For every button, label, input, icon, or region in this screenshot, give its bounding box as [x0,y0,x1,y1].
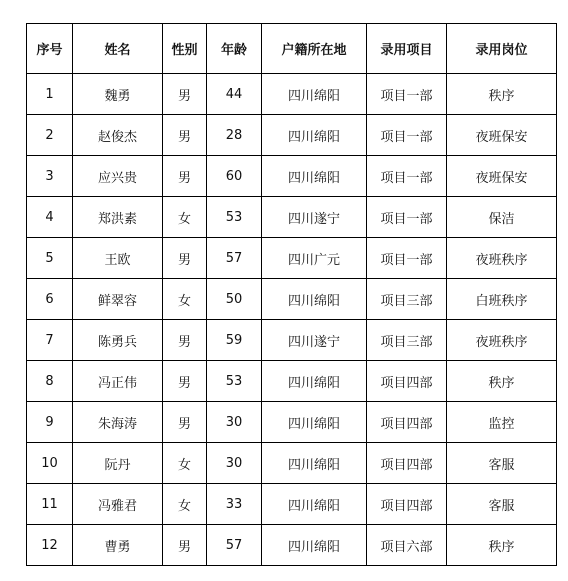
cell-project: 项目四部 [367,484,447,525]
cell-name: 冯正伟 [73,361,163,402]
cell-index: 12 [27,525,73,566]
cell-index: 8 [27,361,73,402]
cell-name: 冯雅君 [73,484,163,525]
cell-index: 4 [27,197,73,238]
cell-position: 秩序 [447,525,557,566]
cell-name: 陈勇兵 [73,320,163,361]
cell-project: 项目三部 [367,279,447,320]
cell-gender: 男 [163,115,207,156]
cell-hometown: 四川遂宁 [262,197,367,238]
table-row [27,74,557,115]
table-row [27,156,557,197]
cell-project: 项目一部 [367,74,447,115]
cell-index: 1 [27,74,73,115]
cell-age: 30 [207,402,262,443]
cell-hometown: 四川绵阳 [262,361,367,402]
cell-name: 赵俊杰 [73,115,163,156]
cell-position: 监控 [447,402,557,443]
table-header-row [27,24,557,74]
cell-position: 客服 [447,443,557,484]
cell-index: 9 [27,402,73,443]
cell-hometown: 四川绵阳 [262,402,367,443]
table-body [27,74,557,566]
cell-position: 保洁 [447,197,557,238]
cell-hometown: 四川广元 [262,238,367,279]
cell-age: 33 [207,484,262,525]
cell-name: 曹勇 [73,525,163,566]
cell-index: 10 [27,443,73,484]
cell-age: 30 [207,443,262,484]
cell-hometown: 四川绵阳 [262,74,367,115]
cell-gender: 女 [163,197,207,238]
cell-gender: 女 [163,443,207,484]
header-index: 序号 [27,24,73,74]
table-row [27,197,557,238]
cell-name: 朱海涛 [73,402,163,443]
cell-gender: 女 [163,484,207,525]
cell-name: 应兴贵 [73,156,163,197]
cell-gender: 男 [163,74,207,115]
cell-index: 11 [27,484,73,525]
cell-project: 项目一部 [367,197,447,238]
cell-gender: 男 [163,361,207,402]
cell-age: 53 [207,361,262,402]
cell-position: 夜班保安 [447,115,557,156]
table-row [27,402,557,443]
table-row [27,320,557,361]
header-gender: 性别 [163,24,207,74]
cell-hometown: 四川绵阳 [262,484,367,525]
header-name: 姓名 [73,24,163,74]
table-row [27,361,557,402]
cell-age: 57 [207,238,262,279]
cell-project: 项目一部 [367,115,447,156]
cell-project: 项目四部 [367,443,447,484]
cell-gender: 男 [163,525,207,566]
cell-gender: 男 [163,156,207,197]
cell-position: 夜班秩序 [447,320,557,361]
table-row [27,443,557,484]
cell-age: 59 [207,320,262,361]
cell-gender: 男 [163,402,207,443]
cell-hometown: 四川绵阳 [262,115,367,156]
cell-name: 王欧 [73,238,163,279]
cell-age: 28 [207,115,262,156]
cell-position: 客服 [447,484,557,525]
cell-project: 项目六部 [367,525,447,566]
cell-gender: 男 [163,320,207,361]
cell-name: 郑洪素 [73,197,163,238]
cell-age: 44 [207,74,262,115]
cell-index: 7 [27,320,73,361]
table-row [27,238,557,279]
cell-gender: 女 [163,279,207,320]
cell-position: 夜班保安 [447,156,557,197]
cell-index: 3 [27,156,73,197]
cell-position: 秩序 [447,361,557,402]
cell-hometown: 四川绵阳 [262,443,367,484]
cell-project: 项目一部 [367,156,447,197]
cell-hometown: 四川绵阳 [262,525,367,566]
cell-hometown: 四川绵阳 [262,156,367,197]
header-project: 录用项目 [367,24,447,74]
cell-project: 项目四部 [367,361,447,402]
cell-position: 白班秩序 [447,279,557,320]
header-age: 年龄 [207,24,262,74]
cell-age: 60 [207,156,262,197]
cell-name: 魏勇 [73,74,163,115]
cell-age: 57 [207,525,262,566]
cell-project: 项目三部 [367,320,447,361]
cell-project: 项目四部 [367,402,447,443]
cell-index: 2 [27,115,73,156]
table-row [27,484,557,525]
employee-table [26,23,557,566]
table-row [27,279,557,320]
cell-gender: 男 [163,238,207,279]
cell-position: 秩序 [447,74,557,115]
cell-hometown: 四川绵阳 [262,279,367,320]
cell-index: 5 [27,238,73,279]
cell-age: 50 [207,279,262,320]
cell-index: 6 [27,279,73,320]
cell-position: 夜班秩序 [447,238,557,279]
table-row [27,525,557,566]
header-position: 录用岗位 [447,24,557,74]
table-row [27,115,557,156]
header-hometown: 户籍所在地 [262,24,367,74]
cell-hometown: 四川遂宁 [262,320,367,361]
cell-project: 项目一部 [367,238,447,279]
cell-name: 阮丹 [73,443,163,484]
cell-age: 53 [207,197,262,238]
cell-name: 鲜翠容 [73,279,163,320]
